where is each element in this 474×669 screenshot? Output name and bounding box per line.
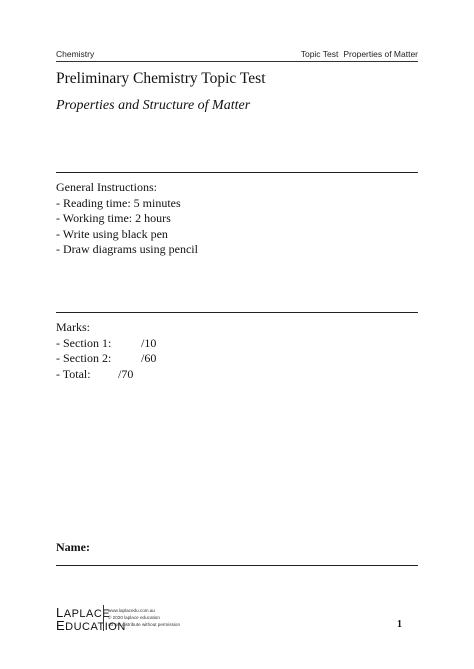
instructions-heading: General Instructions:	[56, 180, 157, 194]
running-header-title: Properties of Matter	[343, 49, 418, 59]
name-line	[56, 565, 418, 566]
footer-notice: do not distribute without permission	[108, 622, 181, 627]
general-instructions	[56, 180, 198, 258]
section-divider	[56, 312, 418, 313]
footer-copyright: © 2020 laplace education	[108, 615, 160, 620]
running-header-topic	[301, 49, 418, 59]
laplace-education-logo: LAPLACE EDUCATION	[56, 605, 126, 633]
marks-heading: Marks:	[56, 320, 90, 334]
footer-fine-print	[108, 607, 180, 628]
page-title: Preliminary Chemistry Topic Test	[56, 70, 266, 87]
marks-row-value: /10	[141, 335, 157, 350]
footer-website: www.laplacedu.com.au	[108, 608, 155, 613]
marks-row-label: - Section 1:	[56, 335, 112, 350]
page-number: 1	[397, 619, 402, 630]
name-label: Name:	[56, 540, 90, 554]
marks-row	[56, 367, 156, 383]
instruction-item: - Working time: 2 hours	[56, 211, 171, 225]
marks-row	[56, 336, 156, 352]
marks-row-label: - Section 2:	[56, 351, 112, 365]
marks-row-value: /60	[141, 351, 157, 365]
marks-row-value: /70	[118, 366, 134, 381]
marks-row	[56, 351, 156, 367]
running-header-subject: Chemistry	[56, 49, 95, 59]
instruction-item: - Draw diagrams using pencil	[56, 242, 198, 256]
instruction-item: - Write using black pen	[56, 226, 168, 241]
running-header-prefix: Topic Test	[300, 49, 339, 59]
instruction-item: - Reading time: 5 minutes	[56, 195, 181, 210]
logo-divider	[103, 605, 104, 631]
marks-row-label: - Total:	[56, 366, 91, 381]
page-subtitle: Properties and Structure of Matter	[56, 98, 251, 113]
header-rule	[56, 61, 418, 62]
marks-summary	[56, 320, 156, 382]
section-divider	[56, 172, 418, 173]
